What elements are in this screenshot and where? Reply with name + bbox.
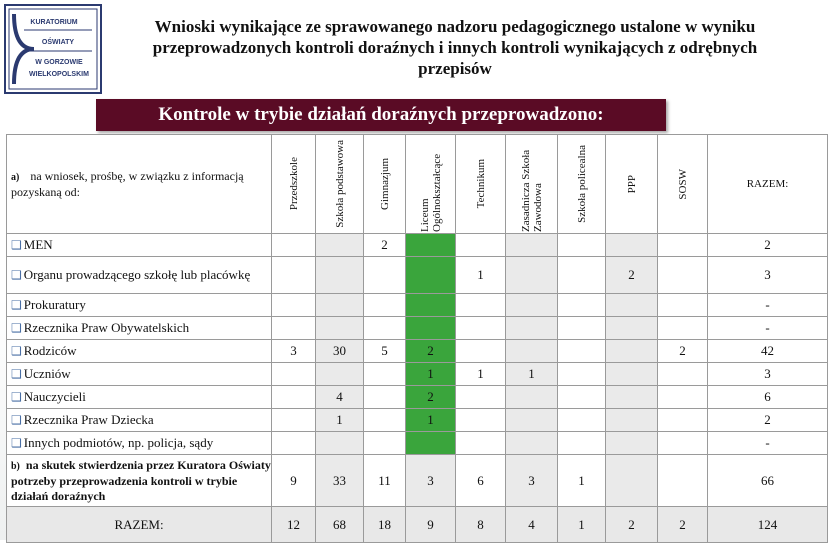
table-cell (364, 432, 406, 455)
row-label (7, 294, 272, 317)
row-total: - (708, 317, 828, 340)
col-header-szkola-podstawowa: Szkoła podstawowa (316, 135, 364, 234)
total-row-label: RAZEM: (7, 507, 272, 543)
table-cell: 1 (316, 409, 364, 432)
table-cell: 2 (406, 340, 456, 363)
table-cell (658, 294, 708, 317)
table-cell (456, 317, 506, 340)
logo-line-3: W GORZOWIE (35, 59, 83, 66)
table-cell (456, 386, 506, 409)
table-cell (406, 294, 456, 317)
grand-total: 124 (708, 507, 828, 543)
row-label (7, 432, 272, 455)
table-cell: 12 (272, 507, 316, 543)
bullet-icon: ❑ (11, 436, 22, 450)
table-cell (558, 432, 606, 455)
table-cell (506, 234, 558, 257)
table-total-row (7, 507, 828, 543)
table-cell (406, 317, 456, 340)
table-cell (272, 386, 316, 409)
row-label-text: Rodziców (23, 343, 77, 358)
table-row (7, 386, 828, 409)
table-cell (364, 294, 406, 317)
row-total: 6 (708, 386, 828, 409)
row-label (7, 317, 272, 340)
logo-line-1: KURATORIUM (30, 19, 78, 26)
table-cell (558, 234, 606, 257)
col-header-razem: RAZEM: (708, 135, 828, 234)
col-header-gimnazjum: Gimnazjum (364, 135, 406, 234)
bullet-icon: ❑ (11, 344, 22, 358)
row-label-text: MEN (23, 237, 53, 252)
table-cell (506, 386, 558, 409)
col-header-przedszkole: Przedszkole (272, 135, 316, 234)
table-cell (456, 294, 506, 317)
table-row (7, 409, 828, 432)
page-title: Wnioski wynikające ze sprawowanego nadzoru pedagogicznego ustalone w wyniku przeprowadzonych kontroli doraźnych i innych kontroli wynikających z odrębnych przepisów (152, 17, 758, 78)
row-label (7, 234, 272, 257)
table-cell (558, 317, 606, 340)
table-cell (506, 340, 558, 363)
table-cell (658, 257, 708, 294)
table-cell (606, 432, 658, 455)
table-cell: 1 (506, 363, 558, 386)
logo-line-2: OŚWIATY (41, 39, 75, 46)
table-cell: 1 (558, 455, 606, 507)
table-row (7, 432, 828, 455)
row-total: 2 (708, 409, 828, 432)
table-cell (364, 317, 406, 340)
row-label-text: Prokuratury (23, 297, 86, 312)
bullet-icon: ❑ (11, 298, 22, 312)
table-cell (272, 432, 316, 455)
row-b-label-text: na skutek stwierdzenia przez Kuratora Oświaty potrzeby przeprowadzenia kontroli w trybie działań doraźnych (11, 457, 271, 503)
table-cell: 18 (364, 507, 406, 543)
row-b-label (7, 455, 272, 507)
row-total: 42 (708, 340, 828, 363)
table-cell (406, 432, 456, 455)
table-cell: 33 (316, 455, 364, 507)
inspection-table (6, 134, 789, 540)
table-cell (558, 294, 606, 317)
table-cell: 2 (606, 507, 658, 543)
row-b-prefix: b) (11, 460, 20, 472)
table-row (7, 257, 828, 294)
col-header-liceum: Liceum Ogólnokształcące (406, 135, 456, 234)
table-cell (558, 386, 606, 409)
bullet-icon: ❑ (11, 238, 22, 252)
row-label (7, 386, 272, 409)
table-cell (456, 432, 506, 455)
table-cell (272, 317, 316, 340)
row-label-text: Innych podmiotów, np. policja, sądy (23, 435, 214, 450)
table-corner-header (7, 135, 272, 234)
logo-line-4: WIELKOPOLSKIM (29, 71, 89, 78)
row-label (7, 340, 272, 363)
table-cell: 2 (364, 234, 406, 257)
row-label-text: Organu prowadzącego szkołę lub placówkę (23, 267, 251, 282)
table-cell: 2 (406, 386, 456, 409)
table-cell: 4 (506, 507, 558, 543)
table-cell (316, 294, 364, 317)
bullet-icon: ❑ (11, 321, 22, 335)
table-cell (316, 234, 364, 257)
table-cell (606, 363, 658, 386)
table-cell: 3 (272, 340, 316, 363)
table-cell (558, 409, 606, 432)
row-label (7, 363, 272, 386)
section-banner: Kontrole w trybie działań doraźnych przeprowadzono: (96, 99, 666, 131)
table-cell: 2 (658, 507, 708, 543)
col-header-policealna: Szkoła policealna (558, 135, 606, 234)
table-cell (364, 363, 406, 386)
table-cell: 1 (406, 363, 456, 386)
table-cell: 4 (316, 386, 364, 409)
table-cell (364, 409, 406, 432)
table-cell: 3 (506, 455, 558, 507)
row-total: 2 (708, 234, 828, 257)
table-cell (606, 386, 658, 409)
table-cell (272, 234, 316, 257)
table-cell: 8 (456, 507, 506, 543)
table-cell (606, 317, 658, 340)
col-header-sosw: SOSW (658, 135, 708, 234)
table-cell: 1 (456, 363, 506, 386)
table-cell (456, 409, 506, 432)
table-cell (658, 234, 708, 257)
table-cell: 5 (364, 340, 406, 363)
table-cell (658, 455, 708, 507)
table-row (7, 317, 828, 340)
table-cell: 1 (558, 507, 606, 543)
bullet-icon: ❑ (11, 413, 22, 427)
table-cell (316, 317, 364, 340)
bullet-icon: ❑ (11, 268, 22, 282)
table-cell: 9 (272, 455, 316, 507)
bullet-icon: ❑ (11, 367, 22, 381)
table-cell (506, 432, 558, 455)
table-cell (506, 257, 558, 294)
table-cell (364, 257, 406, 294)
table-cell (364, 386, 406, 409)
table-cell: 1 (456, 257, 506, 294)
table-cell: 3 (406, 455, 456, 507)
table-cell (558, 257, 606, 294)
row-label-text: Uczniów (23, 366, 71, 381)
row-label (7, 409, 272, 432)
row-total: 3 (708, 257, 828, 294)
table-row (7, 234, 828, 257)
kuratorium-logo (4, 4, 102, 94)
table-cell: 2 (658, 340, 708, 363)
row-label-text: Rzecznika Praw Dziecka (23, 412, 154, 427)
table-cell: 30 (316, 340, 364, 363)
table-cell (406, 234, 456, 257)
table-cell (558, 363, 606, 386)
table-cell (606, 234, 658, 257)
table-cell: 6 (456, 455, 506, 507)
table-cell (606, 409, 658, 432)
table-cell (272, 363, 316, 386)
row-total: - (708, 432, 828, 455)
table-cell (272, 409, 316, 432)
row-total: - (708, 294, 828, 317)
col-header-ppp: PPP (606, 135, 658, 234)
table-cell (456, 234, 506, 257)
row-label-text: Rzecznika Praw Obywatelskich (23, 320, 190, 335)
table-cell (606, 294, 658, 317)
table-cell (606, 455, 658, 507)
table-cell (316, 363, 364, 386)
table-cell (658, 386, 708, 409)
table-row (7, 294, 828, 317)
row-total: 3 (708, 363, 828, 386)
corner-text: na wniosek, prośbę, w związku z informacją pozyskaną od: (11, 169, 244, 199)
table-row (7, 363, 828, 386)
table-cell (272, 257, 316, 294)
table-cell (658, 409, 708, 432)
table-cell (506, 409, 558, 432)
table-cell (406, 257, 456, 294)
table-cell (506, 317, 558, 340)
table-row (7, 340, 828, 363)
table-cell: 1 (406, 409, 456, 432)
corner-prefix: a) (11, 172, 20, 183)
row-label-text: Nauczycieli (23, 389, 86, 404)
table-cell: 2 (606, 257, 658, 294)
table-cell (316, 432, 364, 455)
col-header-zsz: Zasadnicza Szkoła Zawodowa (506, 135, 558, 234)
table-cell (456, 340, 506, 363)
col-header-technikum: Technikum (456, 135, 506, 234)
table-cell (506, 294, 558, 317)
table-cell: 9 (406, 507, 456, 543)
table-cell (658, 432, 708, 455)
row-total: 66 (708, 455, 828, 507)
table-cell (316, 257, 364, 294)
row-label (7, 257, 272, 294)
table-cell: 68 (316, 507, 364, 543)
table-cell (658, 317, 708, 340)
table-cell (606, 340, 658, 363)
table-cell (558, 340, 606, 363)
table-cell: 11 (364, 455, 406, 507)
table-cell (272, 294, 316, 317)
table-row-b (7, 455, 828, 507)
bullet-icon: ❑ (11, 390, 22, 404)
table-cell (658, 363, 708, 386)
